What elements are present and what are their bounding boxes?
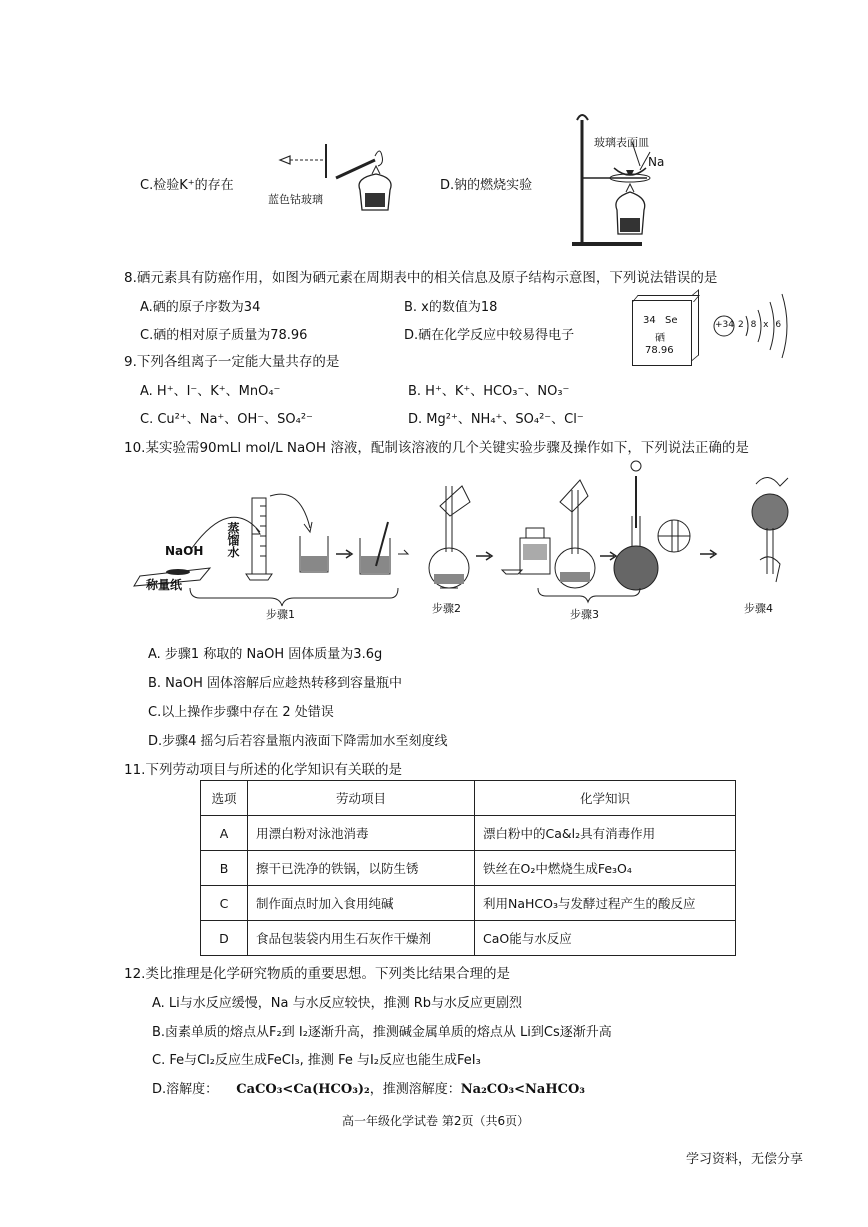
cobalt-glass-label: 蓝色钴玻璃: [268, 193, 323, 206]
row-labor: 擦干已洗净的铁锅，以防生锈: [248, 851, 475, 886]
q12-option-a: A. Li与水反应缓慢，Na 与水反应较快，推测 Rb与水反应更剧烈: [152, 996, 523, 1011]
q12-d-middle: ，推测溶解度：: [369, 1082, 461, 1097]
q10-option-d: D.步骤4 摇匀后若容量瓶内液面下降需加水至刻度线: [148, 734, 448, 749]
row-labor: 用漂白粉对泳池消毒: [248, 816, 475, 851]
q7-option-d: D.钠的燃烧实验: [440, 178, 533, 193]
q10-option-a: A. 步骤1 称取的 NaOH 固体质量为3.6g: [148, 647, 383, 662]
table-row: [201, 816, 736, 851]
row-labor: 制作面点时加入食用纯碱: [248, 886, 475, 921]
table-row: [201, 921, 736, 956]
row-option: B: [201, 851, 248, 886]
row-knowledge: CaO能与水反应: [475, 921, 736, 956]
step1-label: 步骤1: [266, 608, 295, 621]
q12-d-prefix: D.溶解度：: [152, 1082, 219, 1097]
row-option: D: [201, 921, 248, 956]
q8-option-b: B. x的数值为18: [404, 300, 498, 315]
table-row: [201, 886, 736, 921]
electron-shells: 2 8 x 6: [738, 320, 782, 330]
page-footer: 高一年级化学试卷 第2页（共6页）: [342, 1114, 530, 1128]
q12-d-formula1: CaCO₃<Ca(HCO₃)₂: [236, 1082, 370, 1097]
step4-label: 步骤4: [744, 602, 773, 615]
header-labor: 劳动项目: [248, 781, 475, 816]
q12-option-c: C. Fe与Cl₂反应生成FeCl₃, 推测 Fe 与I₂反应也能生成FeI₃: [152, 1053, 481, 1068]
nucleus-charge: +34: [715, 320, 734, 330]
watch-glass-label: 玻璃表面皿: [594, 136, 649, 149]
q12-d-formula2: Na₂CO₃<NaHCO₃: [460, 1082, 585, 1097]
row-option: A: [201, 816, 248, 851]
q8-option-c: C.硒的相对原子质量为78.96: [140, 328, 308, 343]
q8-option-a: A.硒的原子序数为34: [140, 300, 261, 315]
header-option: 选项: [201, 781, 248, 816]
row-option: C: [201, 886, 248, 921]
step3-label: 步骤3: [570, 608, 599, 621]
q12-option-d: [152, 1078, 585, 1097]
q12-option-b: B.卤素单质的熔点从F₂到 I₂逐渐升高，推测碱金属单质的熔点从 Li到Cs逐渐升高: [152, 1025, 612, 1040]
row-knowledge: 利用NaHCO₃与发酵过程产生的酸反应: [475, 886, 736, 921]
element-symbol: Se: [665, 315, 678, 326]
q11-table: [200, 780, 736, 956]
sodium-combustion-apparatus-figure: [572, 110, 672, 255]
q9-option-a: A. H⁺、I⁻、K⁺、MnO₄⁻: [140, 384, 281, 399]
table-row: [201, 851, 736, 886]
q10-option-c: C.以上操作步骤中存在 2 处错误: [148, 705, 334, 720]
element-name: 硒: [655, 333, 665, 344]
q8-stem: 8.硒元素具有防癌作用，如图为硒元素在周期表中的相关信息及原子结构示意图，下列说法错误的是: [124, 270, 718, 286]
q9-option-b: B. H⁺、K⁺、HCO₃⁻、NO₃⁻: [408, 384, 570, 399]
atomic-number: 34: [643, 315, 656, 326]
selenium-element-cell: [632, 300, 692, 366]
q7-option-c: C.检验K⁺的存在: [140, 178, 234, 193]
q10-stem: 10.某实验需90mLl mol/L NaOH 溶液，配制该溶液的几个关键实验步骤及操作如下，下列说法正确的是: [124, 440, 749, 456]
q12-stem: 12.类比推理是化学研究物质的重要思想。下列类比结果合理的是: [124, 966, 510, 982]
table-header-row: [201, 781, 736, 816]
q10-option-b: B. NaOH 固体溶解后应趁热转移到容量瓶中: [148, 676, 403, 691]
q8-option-d: D.硒在化学反应中较易得电子: [404, 328, 575, 343]
weighing-paper-label: 称量纸: [146, 578, 183, 592]
row-knowledge: 漂白粉中的Ca&l₂具有消毒作用: [475, 816, 736, 851]
q9-option-d: D. Mg²⁺、NH₄⁺、SO₄²⁻、Cl⁻: [408, 412, 584, 427]
distilled-water-label: 蒸馏水: [226, 522, 240, 558]
atomic-mass: 78.96: [645, 345, 674, 356]
sodium-label: Na: [648, 155, 665, 169]
row-knowledge: 铁丝在O₂中燃烧生成Fe₃O₄: [475, 851, 736, 886]
q11-stem: 11.下列劳动项目与所述的化学知识有关联的是: [124, 762, 402, 778]
naoh-label: NaOH: [165, 544, 204, 558]
q9-stem: 9.下列各组离子一定能大量共存的是: [124, 354, 340, 370]
header-knowledge: 化学知识: [475, 781, 736, 816]
watermark-text: 学习资料，无偿分享: [686, 1152, 804, 1167]
q9-option-c: C. Cu²⁺、Na⁺、OH⁻、SO₄²⁻: [140, 412, 313, 427]
row-labor: 食品包装袋内用生石灰作干燥剂: [248, 921, 475, 956]
step2-label: 步骤2: [432, 602, 461, 615]
